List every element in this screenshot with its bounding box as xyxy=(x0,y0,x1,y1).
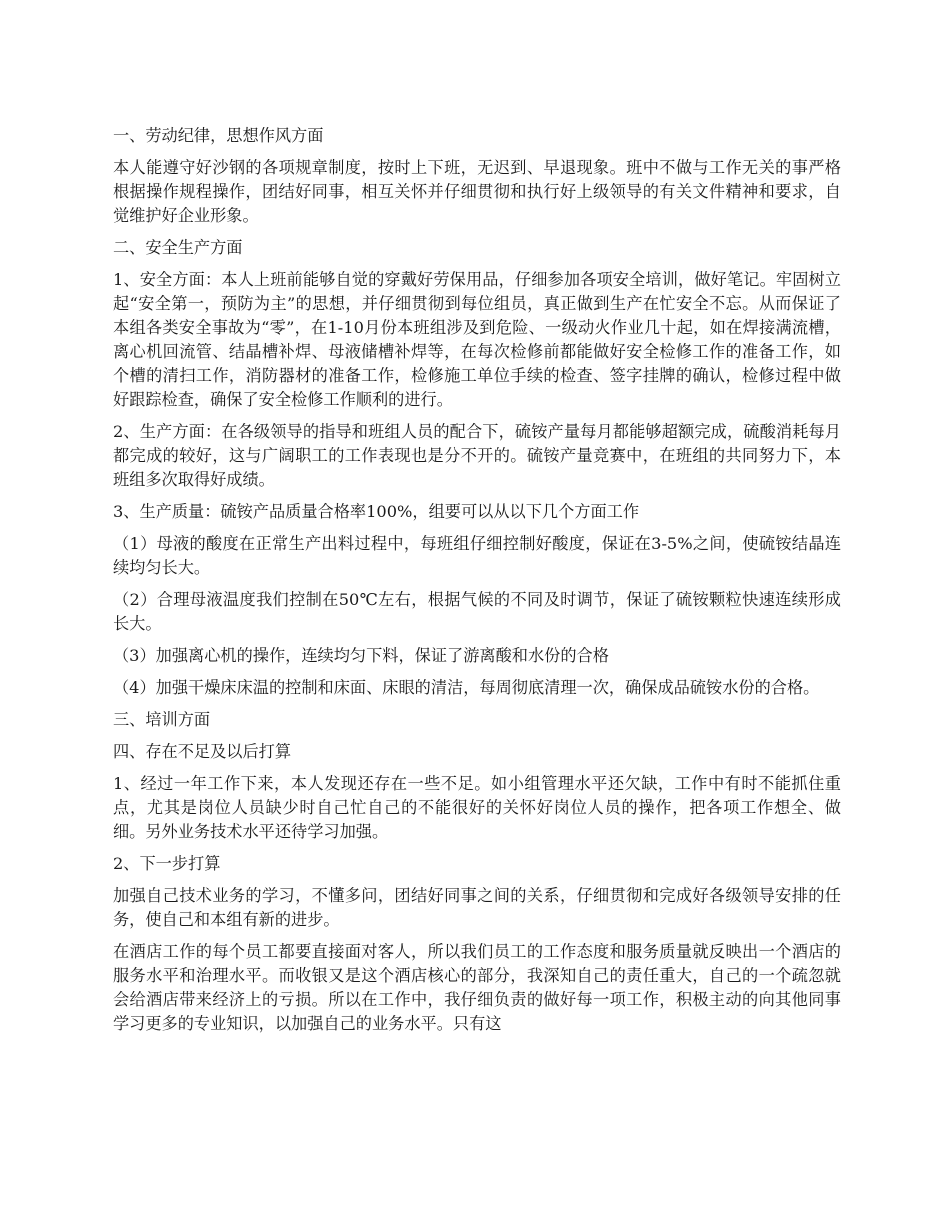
subheading-next-plan: 2、下一步打算 xyxy=(113,854,221,873)
document-body xyxy=(113,124,841,1044)
paragraph-safety: 1、安全方面：本人上班前能够自觉的穿戴好劳保用品，仔细参加各项安全培训，做好笔记。牢固树立起“安全第一，预防为主”的思想，并仔细贯彻到每位组员，真正做到生产在忙安全不忘。从而保证了本组各类安全事故为“零”，在1-10月份本班组涉及到危险、一级动火作业几十起，如在焊接满流槽，离心机回流管、结晶槽补焊、母液储槽补焊等，在每次检修前都能做好安全检修工作的准备工作，如个槽的清扫工作，消防器材的准备工作，检修施工单位手续的检查、签字挂牌的确认，检修过程中做好跟踪检查，确保了安全检修工作顺利的进行。 xyxy=(113,270,841,409)
paragraph-shortcomings: 1、经过一年工作下来，本人发现还存在一些不足。如小组管理水平还欠缺，工作中有时不能抓住重点，尤其是岗位人员缺少时自己忙自己的不能很好的关怀好岗位人员的操作，把各项工作想全、做细。另外业务技术水平还待学习加强。 xyxy=(113,774,841,841)
section-heading-safety-production: 二、安全生产方面 xyxy=(113,238,243,257)
paragraph-labor-discipline: 本人能遵守好沙钢的各项规章制度，按时上下班，无迟到、早退现象。班中不做与工作无关的事严格根据操作规程操作，团结好同事，相互关怀并仔细贯彻和执行好上级领导的有关文件精神和要求，自觉维护好企业形象。 xyxy=(113,158,841,225)
paragraph-next-plan: 加强自己技术业务的学习，不懂多问，团结好同事之间的关系，仔细贯彻和完成好各级领导安排的任务，使自己和本组有新的进步。 xyxy=(113,886,841,929)
paragraph-production-quality: 3、生产质量：硫铵产品质量合格率100%，组要可以从以下几个方面工作 xyxy=(113,502,640,521)
section-heading-shortcomings-plans: 四、存在不足及以后打算 xyxy=(113,742,292,761)
section-heading-training: 三、培训方面 xyxy=(113,710,211,729)
section-heading-labor-discipline: 一、劳动纪律，思想作风方面 xyxy=(113,126,324,145)
list-item-drying-bed: （4）加强干燥床床温的控制和床面、床眼的清洁，每周彻底清理一次，确保成品硫铵水份的合格。 xyxy=(113,678,820,697)
paragraph-hotel-work: 在酒店工作的每个员工都要直接面对客人，所以我们员工的工作态度和服务质量就反映出一个酒店的服务水平和治理水平。而收银又是这个酒店核心的部分，我深知自己的责任重大，自己的一个疏忽就会给酒店带来经济上的亏损。所以在工作中，我仔细负责的做好每一项工作，积极主动的向其他同事学习更多的专业知识，以加强自己的业务水平。只有这 xyxy=(113,942,841,1033)
list-item-acidity: （1）母液的酸度在正常生产出料过程中，每班组仔细控制好酸度，保证在3-5%之间，使硫铵结晶连续均匀长大。 xyxy=(113,534,841,577)
paragraph-production: 2、生产方面：在各级领导的指导和班组人员的配合下，硫铵产量每月都能够超额完成，硫酸消耗每月都完成的较好，这与广阔职工的工作表现也是分不开的。硫铵产量竞赛中，在班组的共同努力下，本班组多次取得好成绩。 xyxy=(113,422,841,489)
list-item-centrifuge: （3）加强离心机的操作，连续均匀下料，保证了游离酸和水份的合格 xyxy=(113,646,609,665)
list-item-temperature: （2）合理母液温度我们控制在50℃左右，根据气候的不同及时调节，保证了硫铵颗粒快速连续形成长大。 xyxy=(113,590,841,633)
